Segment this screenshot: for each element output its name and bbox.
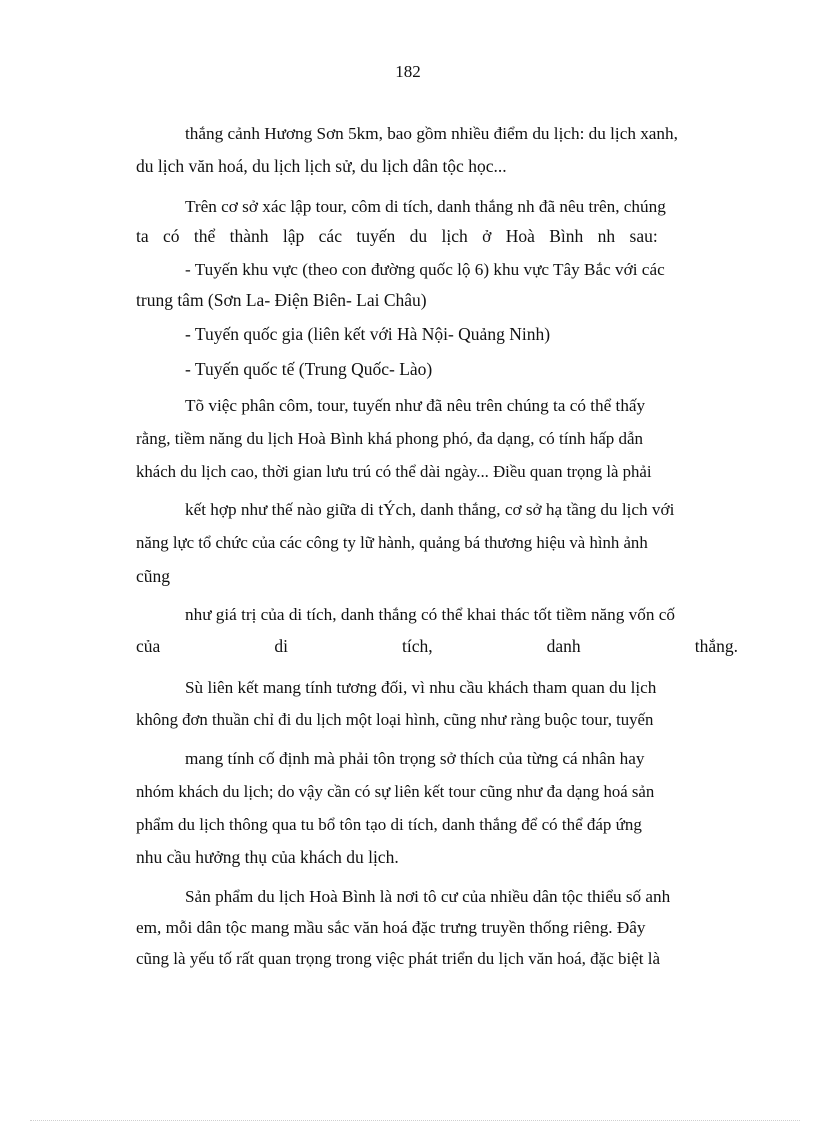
spread-line <box>136 635 738 657</box>
word: danh <box>546 636 581 656</box>
text-line: ta có thể thành lập các tuyến du lịch ở Hoà Bình nh sau: <box>136 226 658 246</box>
text-line: nhu cầu hưởng thụ của khách du lịch. <box>136 847 399 867</box>
text-line: như giá trị của di tích, danh thắng có thể khai thác tốt tiềm năng vốn cố <box>185 605 675 624</box>
text-line: Sản phẩm du lịch Hoà Bình là nơi tô cư của nhiều dân tộc thiểu số anh <box>185 887 671 906</box>
word: di <box>274 636 288 656</box>
text-line: rằng, tiềm năng du lịch Hoà Bình khá phong phó, đa dạng, có tính hấp dẫn <box>136 429 644 448</box>
text-line: trung tâm (Sơn La- Điện Biên- Lai Châu) <box>136 290 427 310</box>
text-line: kết hợp như thế nào giữa di tÝch, danh thắng, cơ sở hạ tầng du lịch với <box>185 500 675 519</box>
text-line: cũng là yếu tố rất quan trọng trong việc phát triển du lịch văn hoá, đặc biệt là <box>136 949 660 968</box>
text-line: Tõ việc phân côm, tour, tuyến như đã nêu trên chúng ta có thể thấy <box>185 396 646 415</box>
page-number: 182 <box>395 62 421 81</box>
text-line: nhóm khách du lịch; do vậy cần có sự liên kết tour cũng như đa dạng hoá sản <box>136 782 655 801</box>
text-line: Trên cơ sở xác lập tour, côm di tích, danh thắng nh đã nêu trên, chúng <box>185 197 666 216</box>
text-line: phẩm du lịch thông qua tu bổ tôn tạo di tích, danh thắng để có thể đáp ứng <box>136 815 642 834</box>
text-line: - Tuyến khu vực (theo con đường quốc lộ 6) khu vực Tây Bắc với các <box>185 260 665 279</box>
word: của <box>136 636 161 656</box>
text-line: năng lực tổ chức của các công ty lữ hành, quảng bá thương hiệu và hình ảnh <box>136 533 648 552</box>
text-line: - Tuyến quốc tế (Trung Quốc- Lào) <box>185 359 433 379</box>
text-line: em, mỗi dân tộc mang mầu sắc văn hoá đặc trưng truyền thống riêng. Đây <box>136 918 646 937</box>
text-line: không đơn thuần chỉ đi du lịch một loại hình, cũng như ràng buộc tour, tuyến <box>136 710 654 729</box>
text-line: thắng cảnh Hương Sơn 5km, bao gồm nhiều điểm du lịch: du lịch xanh, <box>185 124 678 143</box>
word: tích, <box>401 636 433 656</box>
word: thắng. <box>694 636 738 656</box>
text-line: khách du lịch cao, thời gian lưu trú có thể dài ngày... Điều quan trọng là phải <box>136 462 652 481</box>
text-line: Sù liên kết mang tính tương đối, vì nhu cầu khách tham quan du lịch <box>185 678 657 697</box>
text-line: cũng <box>136 566 171 586</box>
text-line: - Tuyến quốc gia (liên kết với Hà Nội- Quảng Ninh) <box>185 324 551 344</box>
footer-rule <box>30 1120 800 1121</box>
text-line: mang tính cố định mà phải tôn trọng sở thích của từng cá nhân hay <box>185 749 645 768</box>
text-line: du lịch văn hoá, du lịch lịch sử, du lịch dân tộc học... <box>136 156 507 176</box>
